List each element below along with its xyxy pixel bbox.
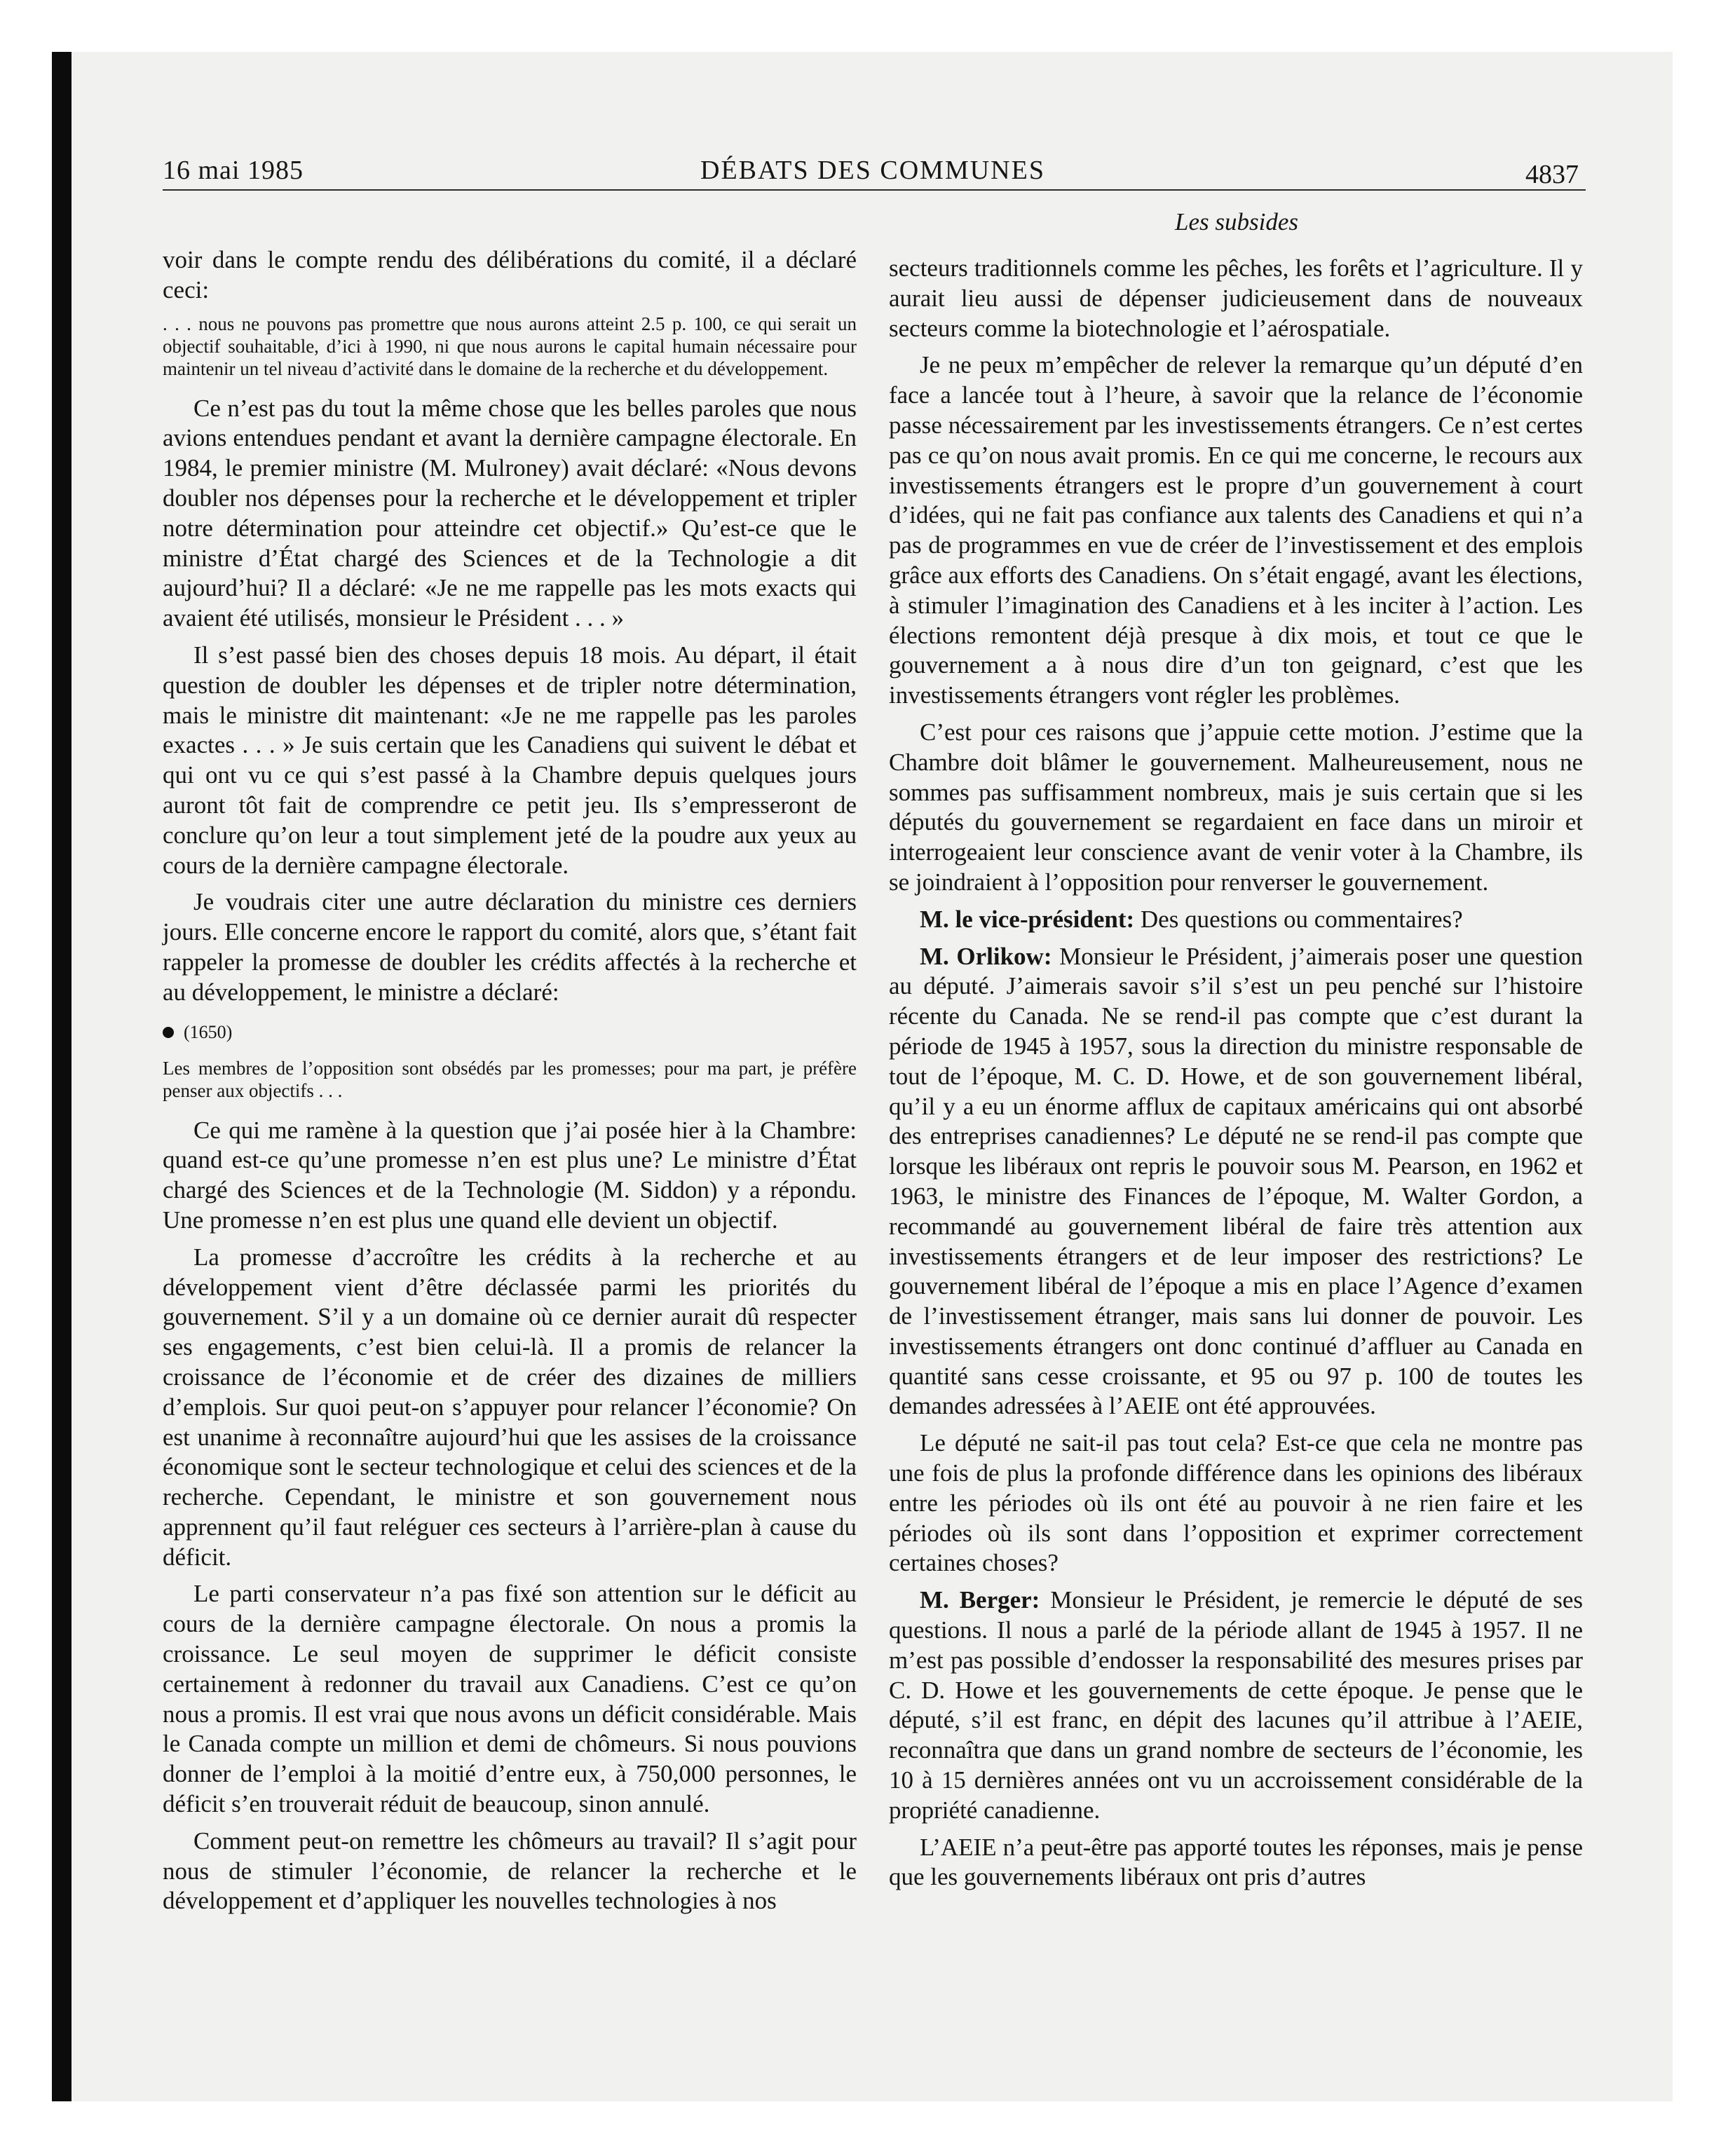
section-title: Les subsides (1175, 208, 1298, 236)
header-rule (163, 189, 1586, 191)
paragraph: Ce qui me ramène à la question que j’ai posée hier à la Chambre: quand est-ce qu’une promesse n’en est plus une? Le ministre d’État chargé des Sciences et de la Technologie (M. Siddon) y a répondu. Une promesse n’en est plus une quand elle devient un objectif. (163, 1116, 857, 1234)
paragraph: Je ne peux m’empêcher de relever la remarque qu’un député d’en face a lancée tout à l’heure, à savoir que la relance de l’économie passe nécessairement par les investissements étrangers. Ce n’est certes pas ce qu’on nous avait promis. En ce qui me concerne, le recours aux investissements étrangers est le propre d’un gouvernement à court d’idées, qui ne fait pas confiance aux talents des Canadiens et qui n’a pas de programmes en vue de créer de l’investissement et des emplois grâce aux efforts des Canadiens. On s’était engagé, avant les élections, à stimuler l’imagination des Canadiens et à les inciter à l’action. Les élections remontent déjà presque à dix mois, et tout ce que le gouvernement a à nous dire d’un ton geignard, c’est que les investissements étrangers vont régler les problèmes. (889, 351, 1583, 709)
paragraph: La promesse d’accroître les crédits à la recherche et au développement vient d’être déclassée parmi les priorités du gouvernement. S’il y a un domaine où ce dernier aurait dû respecter ses engagements, c’est bien celui-là. Il a promis de relancer la croissance de l’économie et de créer des dizaines de milliers d’emplois. Sur quoi peut-on s’appuyer pour relancer l’économie? On est unanime à reconnaître aujourd’hui que les assises de la croissance économique sont le secteur technologique et celui des sciences et de la recherche. Cependant, le ministre et son gouvernement nous apprennent qu’il faut reléguer ces secteurs à l’arrière-plan à cause du déficit. (163, 1243, 857, 1571)
speech-text: Monsieur le Président, je remercie le député de ses questions. Il nous a parlé de la période allant de 1945 à 1957. Il ne m’est pas possible d’endosser la responsabilité des mesures prises par C. D. Howe et les gouvernements de cette époque. Je pense que le député, s’il est franc, en dépit des lacunes qu’il attribue à l’AEIE, reconnaîtra que dans un grand nombre de secteurs de l’économie, les 10 à 15 dernières années ont vu un accroissement considérable de la propriété canadienne. (889, 1586, 1583, 1824)
right-column (889, 254, 1583, 1899)
speaker-name: M. Orlikow: (920, 942, 1052, 970)
speech-paragraph (889, 942, 1583, 1422)
paragraph: C’est pour ces raisons que j’appuie cette motion. J’estime que la Chambre doit blâmer le gouvernement. Malheureusement, nous ne sommes pas suffisamment nombreux, mais je suis certain que si les députés du gouvernement se regardaient en face dans un miroir et interrogeaient leur conscience avant de venir voter à la Chambre, ils se joindraient à l’opposition pour renverser le gouvernement. (889, 718, 1583, 896)
paragraph: Il s’est passé bien des choses depuis 18 mois. Au départ, il était question de doubler les dépenses et de tripler notre détermination, mais le ministre dit maintenant: «Je ne me rappelle pas les paroles exactes . . . » Je suis certain que les Canadiens qui suivent le débat et qui ont vu ce qui s’est passé à la Chambre depuis quelques jours auront tôt fait de comprendre ce petit jeu. Ils s’empresseront de conclure qu’on leur a tout simplement jeté de la poudre aux yeux au cours de la dernière campagne électorale. (163, 641, 857, 879)
header-publication: DÉBATS DES COMMUNES (700, 156, 1045, 185)
paragraph: voir dans le compte rendu des délibérations du comité, il a déclaré ceci: (163, 246, 857, 303)
paragraph: Je voudrais citer une autre déclaration du ministre ces derniers jours. Elle concerne encore le rapport du comité, alors que, s’étant fait rappeler la promesse de doubler les crédits affectés à la recherche et au développement, le ministre a déclaré: (163, 888, 857, 1006)
header-page-number: 4837 (1525, 160, 1579, 189)
time-stamp: (1650) (184, 1021, 233, 1042)
paragraph: Comment peut-on remettre les chômeurs au travail? Il s’agit pour nous de stimuler l’économie, de relancer la recherche et le développement et d’appliquer les nouvelles technologies à nos (163, 1827, 857, 1915)
binding-edge (52, 52, 72, 2101)
time-marker (163, 1021, 857, 1044)
speech-text: Des questions ou commentaires? (1134, 905, 1463, 933)
block-quote: . . . nous ne pouvons pas promettre que nous aurons atteint 2.5 p. 100, ce qui serait un objectif souhaitable, d’ici à 1990, ni que nous aurons le capital humain nécessaire pour maintenir un tel niveau d’activité dans le domaine de la recherche et du développement. (163, 313, 857, 379)
speaker-name: M. Berger: (920, 1586, 1040, 1614)
bullet-icon (163, 1027, 174, 1038)
header-date: 16 mai 1985 (163, 156, 304, 185)
paragraph: Le parti conservateur n’a pas fixé son attention sur le déficit au cours de la dernière campagne électorale. On nous a promis la croissance. Le seul moyen de supprimer le déficit consiste certainement à redonner du travail aux Canadiens. C’est ce qu’on nous a promis. Il est vrai que nous avons un déficit considérable. Mais le Canada compte un million et demi de chômeurs. Si nous pouvions donner de l’emploi à la moitié d’entre eux, à 750,000 personnes, le déficit s’en trouverait réduit de beaucoup, sinon annulé. (163, 1580, 857, 1818)
block-quote: Les membres de l’opposition sont obsédés par les promesses; pour ma part, je préfère penser aux objectifs . . . (163, 1057, 857, 1101)
speech-paragraph (889, 1585, 1583, 1825)
paragraph: L’AEIE n’a peut-être pas apporté toutes les réponses, mais je pense que les gouvernements libéraux ont pris d’autres (889, 1833, 1583, 1891)
paragraph: Le député ne sait-il pas tout cela? Est-ce que cela ne montre pas une fois de plus la profonde différence dans les opinions des libéraux entre les périodes où ils ont été au pouvoir à ne rien faire et les périodes où ils sont dans l’opposition et exprimer correctement certaines choses? (889, 1429, 1583, 1577)
speech-text: Monsieur le Président, j’aimerais poser une question au député. J’aimerais savoir s’il s’est un peu penché sur l’histoire récente du Canada. Ne se rend-il pas compte que c’est durant la période de 1945 à 1957, sous la direction du ministre responsable de tout de l’époque, M. C. D. Howe, et de son gouvernement libéral, qu’il y a eu un énorme afflux de capitaux américains qui ont absorbé des entreprises canadiennes? Le député ne se rend-il pas compte que lorsque les libéraux ont repris le pouvoir sous M. Pearson, en 1962 et 1963, le ministre des Finances de l’époque, M. Walter Gordon, a recommandé au gouvernement libéral de faire très attention aux investissements étrangers et de leur imposer des restrictions? Le gouvernement libéral de l’époque a mis en place l’Agence d’examen de l’investissement étranger, mais sans lui donner de pouvoir. Les investissements étrangers ont donc continué d’affluer au Canada en quantité sans cesse croissante, et 95 ou 97 p. 100 de toutes les demandes adressées à l’AEIE ont été approuvées. (889, 942, 1584, 1420)
page-header (163, 153, 1583, 195)
paragraph: Ce n’est pas du tout la même chose que les belles paroles que nous avions entendues pendant et avant la dernière campagne électorale. En 1984, le premier ministre (M. Mulroney) avait déclaré: «Nous devons doubler nos dépenses pour la recherche et le développement et tripler notre détermination pour atteindre cet objectif.» Qu’est-ce que le ministre d’État chargé des Sciences et de la Technologie a dit aujourd’hui? Il a déclaré: «Je ne me rappelle pas les mots exacts qui avaient été utilisés, monsieur le Président . . . » (163, 394, 857, 632)
paragraph: secteurs traditionnels comme les pêches, les forêts et l’agriculture. Il y aurait lieu aussi de dépenser judicieusement dans de nouveaux secteurs comme la biotechnologie et l’aérospatiale. (889, 254, 1583, 342)
speech-paragraph (889, 905, 1583, 935)
speaker-name: M. le vice-président: (920, 905, 1135, 933)
left-column (163, 245, 857, 1923)
